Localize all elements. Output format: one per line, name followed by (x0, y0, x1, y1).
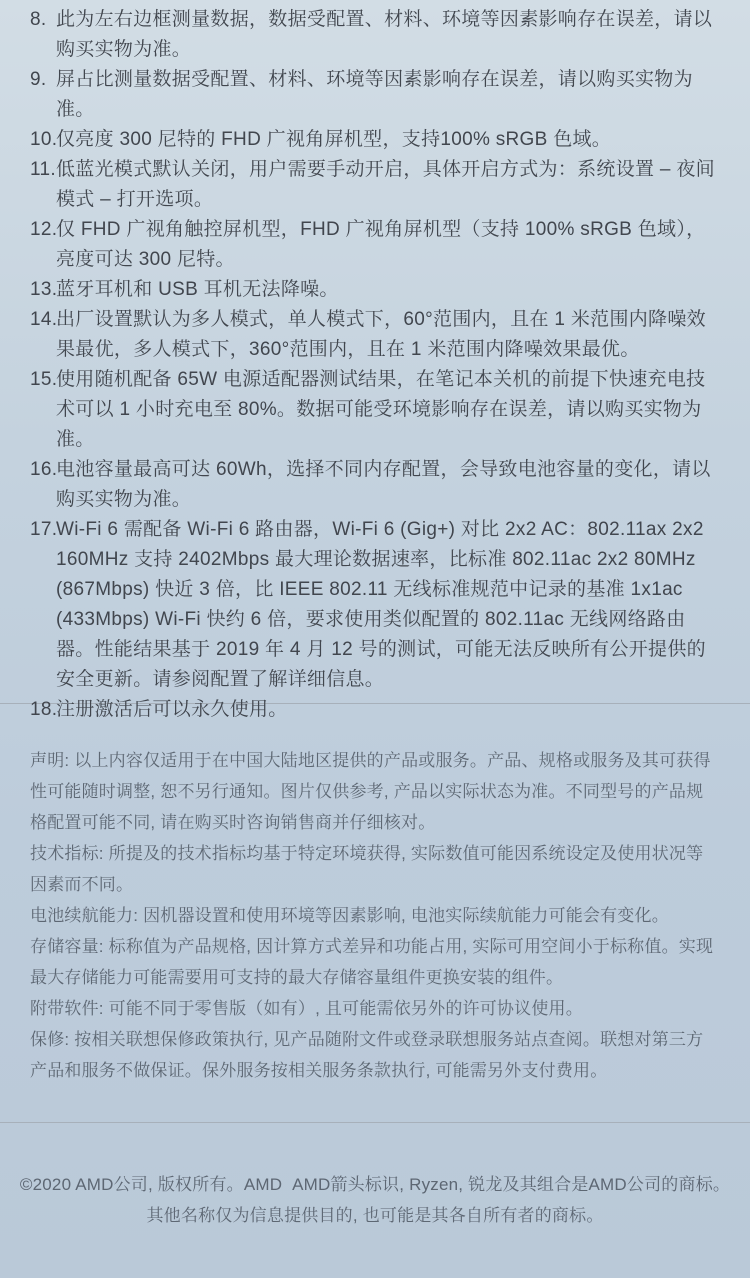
footnote-text: 注册激活后可以永久使用。 (56, 699, 288, 720)
footnote-item (30, 305, 724, 365)
disclaimer-paragraph (30, 1024, 720, 1086)
disclaimer-section (0, 704, 750, 1123)
footnote-text: 低蓝光模式默认关闭，用户需要手动开启，具体开启方式为：系统设置 – 夜间模式 – 打开选项。 (56, 159, 715, 210)
footnote-number: 8. (30, 9, 47, 30)
disclaimer-label: 声明: (30, 751, 70, 770)
footnote-number: 11. (30, 159, 56, 180)
footnote-text: 仅亮度 300 尼特的 FHD 广视角屏机型，支持100% sRGB 色域。 (56, 129, 612, 150)
footnote-number: 15. (30, 369, 58, 390)
footnote-number: 10. (30, 129, 58, 150)
footnote-list (30, 5, 724, 725)
footnote-number: 13. (30, 279, 58, 300)
copyright-line-2: 其他名称仅为信息提供目的, 也可能是其各自所有者的商标。 (146, 1206, 604, 1225)
footnote-text: 此为左右边框测量数据，数据受配置、材料、环境等因素影响存在误差，请以购买实物为准。 (56, 9, 713, 60)
footnote-item (30, 155, 724, 215)
footnote-number: 16. (30, 459, 58, 480)
footnote-number: 12. (30, 219, 58, 240)
footnote-item (30, 215, 724, 275)
disclaimer-text: 按相关联想保修政策执行, 见产品随附文件或登录联想服务站点查阅。联想对第三方产品和服务不做保证。保外服务按相关服务条款执行, 可能需另外支付费用。 (30, 1030, 704, 1080)
disclaimer-paragraph (30, 838, 720, 900)
copyright-section (0, 1123, 750, 1278)
footnote-item (30, 695, 724, 725)
footnote-text: 屏占比测量数据受配置、材料、环境等因素影响存在误差，请以购买实物为准。 (56, 69, 693, 120)
footnote-number: 17. (30, 519, 58, 540)
disclaimer-text: 因机器设置和使用环境等因素影响, 电池实际续航能力可能会有变化。 (143, 906, 669, 925)
copyright-line-1: ©2020 AMD公司, 版权所有。AMD AMD箭头标识, Ryzen, 锐龙及其组合是AMD公司的商标。 (19, 1175, 731, 1194)
disclaimer-label: 存储容量: (30, 937, 104, 956)
footnote-item (30, 455, 724, 515)
footnote-text: 蓝牙耳机和 USB 耳机无法降噪。 (56, 279, 339, 300)
disclaimer-label: 附带软件: (30, 999, 104, 1018)
footnote-number: 18. (30, 699, 58, 720)
footnote-number: 9. (30, 69, 47, 90)
footnote-number: 14. (30, 309, 58, 330)
disclaimer-paragraph (30, 993, 720, 1024)
footnote-text: 出厂设置默认为多人模式，单人模式下，60°范围内，且在 1 米范围内降噪效果最优，多人模式下，360°范围内，且在 1 米范围内降噪效果最优。 (56, 309, 706, 360)
footnote-text: 仅 FHD 广视角触控屏机型，FHD 广视角屏机型（支持 100% sRGB 色域），亮度可达 300 尼特。 (56, 219, 706, 270)
footnote-item (30, 5, 724, 65)
disclaimer-text: 所提及的技术指标均基于特定环境获得, 实际数值可能因系统设定及使用状况等因素而不同。 (30, 844, 704, 894)
footnote-text: 使用随机配备 65W 电源适配器测试结果，在笔记本关机的前提下快速充电技术可以 1 小时充电至 80%。数据可能受环境影响存在误差，请以购买实物为准。 (56, 369, 706, 450)
footnote-item (30, 275, 724, 305)
disclaimer-label: 技术指标: (30, 844, 104, 863)
footnote-text: Wi-Fi 6 需配备 Wi-Fi 6 路由器，Wi-Fi 6 (Gig+) 对比 2x2 AC：802.11ax 2x2 160MHz 支持 2402Mbps 最大理论数据速率，比标准 802.11ac 2x2 80MHz (867Mbps) 快近 3 倍，比 IEEE 802.11 无线标准规范中记录的基准 1x1ac (433Mbps) Wi-Fi 快约 6 倍，要求使用类似配置的 802.11ac 无线网络路由器。性能结果基于 2019 年 4 月 12 号的测试，可能无法反映所有公开提供的安全更新。请参阅配置了解详细信息。 (56, 519, 706, 690)
footnote-item (30, 65, 724, 125)
disclaimer-paragraph (30, 745, 720, 838)
disclaimer-label: 电池续航能力: (30, 906, 139, 925)
disclaimer-text: 以上内容仅适用于在中国大陆地区提供的产品或服务。产品、规格或服务及其可获得性可能随时调整, 恕不另行通知。图片仅供参考, 产品以实际状态为准。不同型号的产品规格配置可能不同, 请在购买时咨询销售商并仔细核对。 (30, 751, 711, 832)
footnote-item (30, 125, 724, 155)
footnote-text: 电池容量最高可达 60Wh，选择不同内存配置，会导致电池容量的变化，请以购买实物为准。 (56, 459, 711, 510)
disclaimer-label: 保修: (30, 1030, 70, 1049)
disclaimer-paragraph (30, 900, 720, 931)
disclaimer-paragraph (30, 931, 720, 993)
footnote-item (30, 515, 724, 695)
disclaimer-text: 可能不同于零售版（如有）, 且可能需依另外的许可协议使用。 (108, 999, 583, 1018)
footnote-item (30, 365, 724, 455)
disclaimer-text: 标称值为产品规格, 因计算方式差异和功能占用, 实际可用空间小于标称值。实现最大存储能力可能需要用可支持的最大存储容量组件更换安装的组件。 (30, 937, 714, 987)
